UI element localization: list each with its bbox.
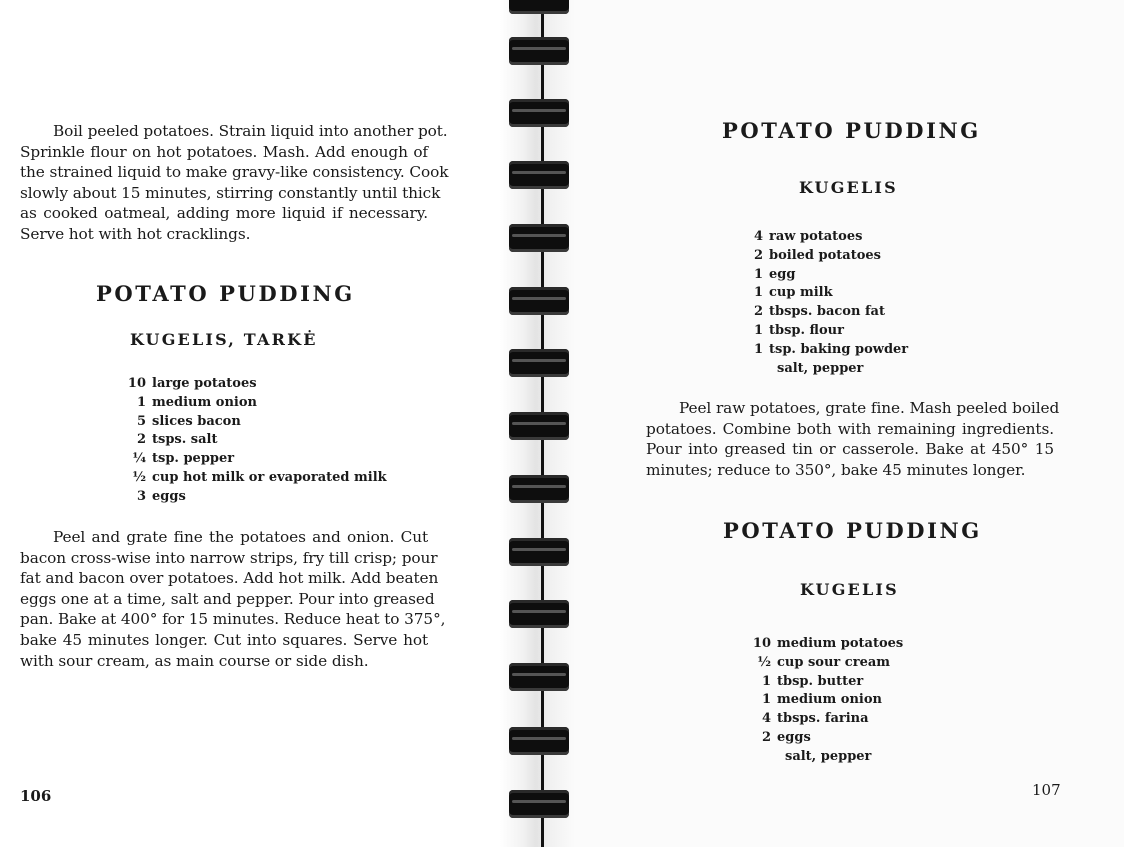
ingredient-item: 2 tbsps. bacon fat — [753, 304, 885, 320]
binding-coil — [509, 99, 569, 127]
ingredient-item: 1 tbsp. butter — [761, 673, 864, 689]
ingredient-item: 4 raw potatoes — [753, 229, 863, 244]
binding-coil — [509, 349, 569, 377]
text-line: bacon cross-wise into narrow strips, fry till crisp; pour — [20, 548, 438, 567]
ingredient-item: 3 eggs — [136, 488, 186, 504]
ingredient-item: salt, pepper — [785, 748, 872, 764]
ingredient-item: 2 boiled potatoes — [753, 247, 881, 263]
recipe-title: POTATO PUDDING — [723, 518, 982, 543]
binding-coil — [509, 790, 569, 818]
ingredient-item: 10 medium potatoes — [752, 636, 904, 651]
text-line: Serve hot with hot cracklings. — [20, 224, 251, 243]
ingredient-item: ½ cup hot milk or evaporated milk — [132, 469, 387, 485]
ingredient-item: 1 tbsp. flour — [753, 322, 844, 338]
ingredient-item: ½ cup sour cream — [757, 654, 891, 670]
ingredient-item: 2 tsps. salt — [136, 432, 218, 448]
binding-coil — [509, 161, 569, 189]
ingredient-item: 1 cup milk — [753, 285, 833, 301]
recipe-subtitle: KUGELIS, TARKĖ — [130, 330, 318, 349]
instructions-paragraph — [20, 527, 446, 671]
text-line: Sprinkle flour on hot potatoes. Mash. Add enough of — [20, 142, 428, 161]
ingredient-item: 1 medium onion — [761, 692, 882, 708]
binding-coil — [509, 475, 569, 503]
ingredient-item: ¼ tsp. pepper — [132, 451, 235, 467]
text-line: Peel and grate fine the potatoes and onion. Cut — [53, 528, 428, 546]
left-page — [0, 0, 500, 847]
ingredient-item: 1 tsp. baking powder — [753, 341, 909, 357]
ingredient-item: 5 slices bacon — [136, 413, 241, 429]
text-line: fat and bacon over potatoes. Add hot milk. Add beaten — [20, 569, 439, 588]
right-page — [575, 0, 1124, 847]
ingredient-item: 4 tbsps. farina — [761, 711, 869, 727]
text-line: slowly about 15 minutes, stirring constantly until thick — [20, 183, 441, 202]
binding-coil — [509, 538, 569, 566]
text-line: pan. Bake at 400° for 15 minutes. Reduce heat to 375°, — [20, 610, 446, 629]
ingredient-list — [751, 228, 908, 378]
intro-paragraph — [20, 121, 449, 245]
recipe-subtitle: KUGELIS — [799, 178, 898, 197]
ingredient-item: 1 medium onion — [136, 394, 257, 410]
binding-coil — [509, 37, 569, 65]
instructions-paragraph — [646, 398, 1060, 480]
text-line: with sour cream, as main course or side dish. — [20, 651, 369, 670]
text-line: the strained liquid to make gravy-like consistency. Cook — [20, 163, 449, 182]
text-line: minutes; reduce to 350°, bake 45 minutes longer. — [646, 460, 1026, 479]
text-line: eggs one at a time, salt and pepper. Pour into greased — [20, 589, 435, 608]
page-number: 107 — [1032, 781, 1061, 799]
text-line: as cooked oatmeal, adding more liquid if necessary. — [20, 204, 428, 223]
text-line: Peel raw potatoes, grate fine. Mash peeled boiled — [679, 399, 1060, 417]
ingredient-item: salt, pepper — [777, 360, 864, 376]
page-number: 106 — [20, 787, 52, 805]
ingredient-item: 2 eggs — [761, 729, 811, 745]
recipe-title: POTATO PUDDING — [96, 281, 355, 306]
ingredient-list — [751, 635, 903, 767]
ingredient-list — [126, 375, 387, 507]
binding-coil — [509, 727, 569, 755]
recipe-title: POTATO PUDDING — [722, 118, 981, 143]
recipe-subtitle: KUGELIS — [800, 580, 899, 599]
text-line: Pour into greased tin or casserole. Bake at 450° 15 — [646, 440, 1054, 459]
binding-coil — [509, 224, 569, 252]
text-line: bake 45 minutes longer. Cut into squares. Serve hot — [20, 630, 428, 649]
ingredient-item: 10 large potatoes — [127, 376, 257, 391]
binding-coil — [509, 287, 569, 315]
binding-coil — [509, 663, 569, 691]
text-line: potatoes. Combine both with remaining ingredients. — [646, 419, 1054, 438]
binding-coil — [509, 412, 569, 440]
binding-coil — [509, 600, 569, 628]
ingredient-item: 1 egg — [753, 266, 796, 282]
text-line: Boil peeled potatoes. Strain liquid into another pot. — [53, 122, 448, 140]
binding-coil — [509, 0, 569, 14]
